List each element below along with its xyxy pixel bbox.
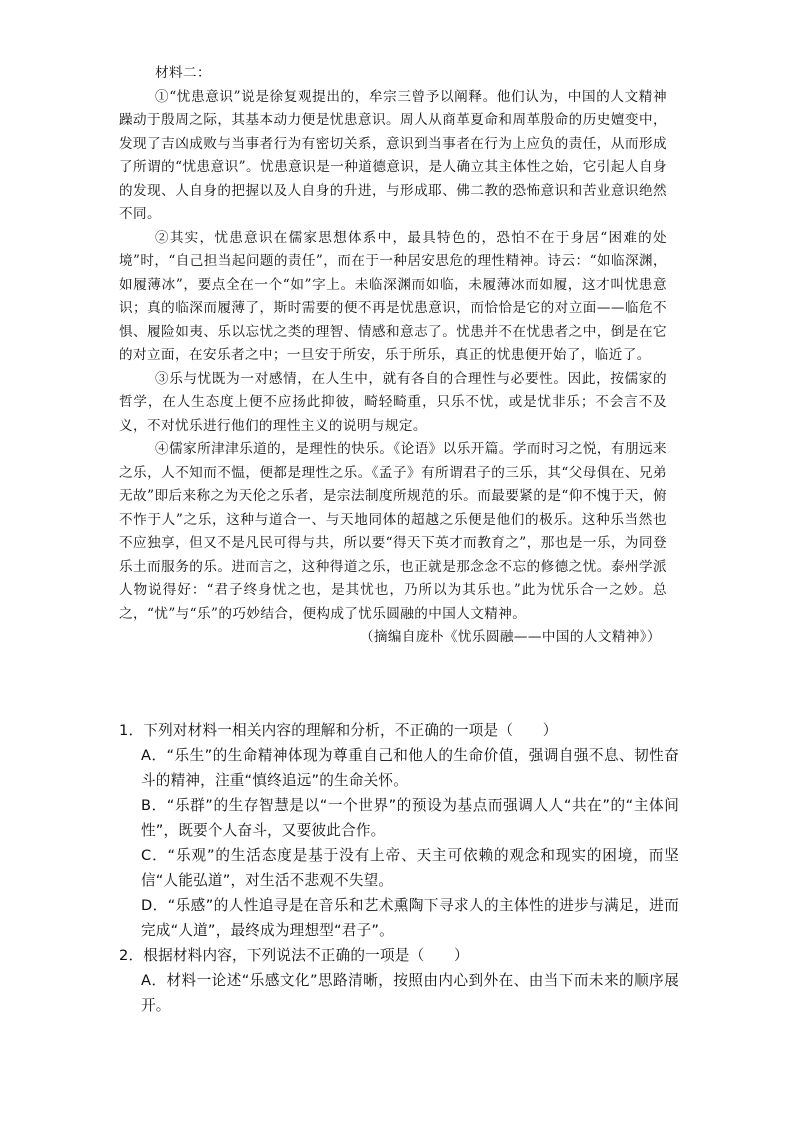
question-1-option-a: A．“乐生”的生命精神体现为尊重自己和他人的生命价值，强调自强不息、韧性奋斗的精神，注重“慎终追远”的生命关怀。 <box>141 747 679 789</box>
question-1-option-b: B．“乐群”的生存智慧是以“一个世界”的预设为基点而强调人人“共在”的“主体间性”，既要个人奋斗，又要彼此合作。 <box>141 797 679 839</box>
material-source: （摘编自庞朴《忧乐圆融——中国的人文精神》） <box>359 629 661 645</box>
question-2-stem: 2．根据材料内容，下列说法不正确的一项是（ ） <box>119 947 469 964</box>
material-paragraph-3: ③乐与忧既为一对感情，在人生中，就有各自的合理性与必要性。因此，按儒家的哲学，在人生态度上便不应扬此抑彼，畸轻畸重，只乐不忧，或是忧非乐；不会言不及义，不对忧乐进行他们的理性主义的说明与规定。 <box>119 370 667 434</box>
question-1-option-c: C．“乐观”的生活态度是基于没有上帝、天主可依赖的观念和现实的困境，而坚信“人能弘道”，对生活不悲观不失望。 <box>141 847 679 889</box>
material-paragraph-2: ②其实，忧患意识在儒家思想体系中，最具特色的，恐怕不在于身居“困难的处境”时，“自己担当起问题的责任”，而在于一种居安思危的理性精神。诗云：“如临深渊，如履薄冰”，要点全在一个“如”字上。未临深渊而如临，未履薄冰而如履，这才叫忧患意识；真的临深而履薄了，斯时需要的便不再是忧患意识，而恰恰是它的对立面——临危不惧、履险如夷、乐以忘忧之类的理智、情感和意志了。忧患并不在忧患者之中，倒是在它的对立面，在安乐者之中；一旦安于所安，乐于所乐，真正的忧患便开始了，临近了。 <box>119 229 667 363</box>
material-paragraph-1: ①“忧患意识”说是徐复观提出的，牟宗三曾予以阐释。他们认为，中国的人文精神躁动于殷周之际，其基本动力便是忧患意识。周人从商革夏命和周革殷命的历史嬗变中，发现了吉凶成败与当事者行为有密切关系，意识到当事者在行为上应负的责任，从而形成了所谓的“忧患意识”。忧患意识是一种道德意识，是人确立其主体性之始，它引起人自身的发现、人自身的把握以及人自身的升进，与形成耶、佛二教的恐怖意识和苦业意识绝然不同。 <box>119 88 667 222</box>
question-1-option-d: D．“乐感”的人性追寻是在音乐和艺术熏陶下寻求人的主体性的进步与满足，进而完成“人道”，最终成为理想型“君子”。 <box>141 897 679 939</box>
question-1-stem: 1．下列对材料一相关内容的理解和分析，不正确的一项是（ ） <box>119 722 558 739</box>
question-list <box>119 718 679 1018</box>
material-paragraph-4: ④儒家所津津乐道的，是理性的快乐。《论语》以乐开篇。学而时习之悦，有朋远来之乐，人不知而不愠，便都是理性之乐。《孟子》有所谓君子的三乐，其“父母俱在、兄弟无故”即后来称之为天伦之乐者，是宗法制度所规范的乐。而最要紧的是“仰不愧于天，俯不怍于人”之乐，这种与道合一、与天地同体的超越之乐便是他们的极乐。这种乐当然也不应独享，但又不是凡民可得与共，所以要“得天下英才而教育之”，那也是一乐，为同登乐土而服务的乐。进而言之，这种得道之乐，也正就是那念念不忘的修德之忧。泰州学派人物说得好：“君子终身忧之也，是其忧也，乃所以为其乐也。”此为忧乐合一之妙。总之，“忧”与“乐”的巧妙结合，便构成了忧乐圆融的中国人文精神。 <box>119 441 667 622</box>
material-two <box>119 62 667 650</box>
question-2-option-a: A．材料一论述“乐感文化”思路清晰，按照由内心到外在、由当下而未来的顺序展开。 <box>141 972 679 1014</box>
material-heading: 材料二： <box>155 65 211 81</box>
